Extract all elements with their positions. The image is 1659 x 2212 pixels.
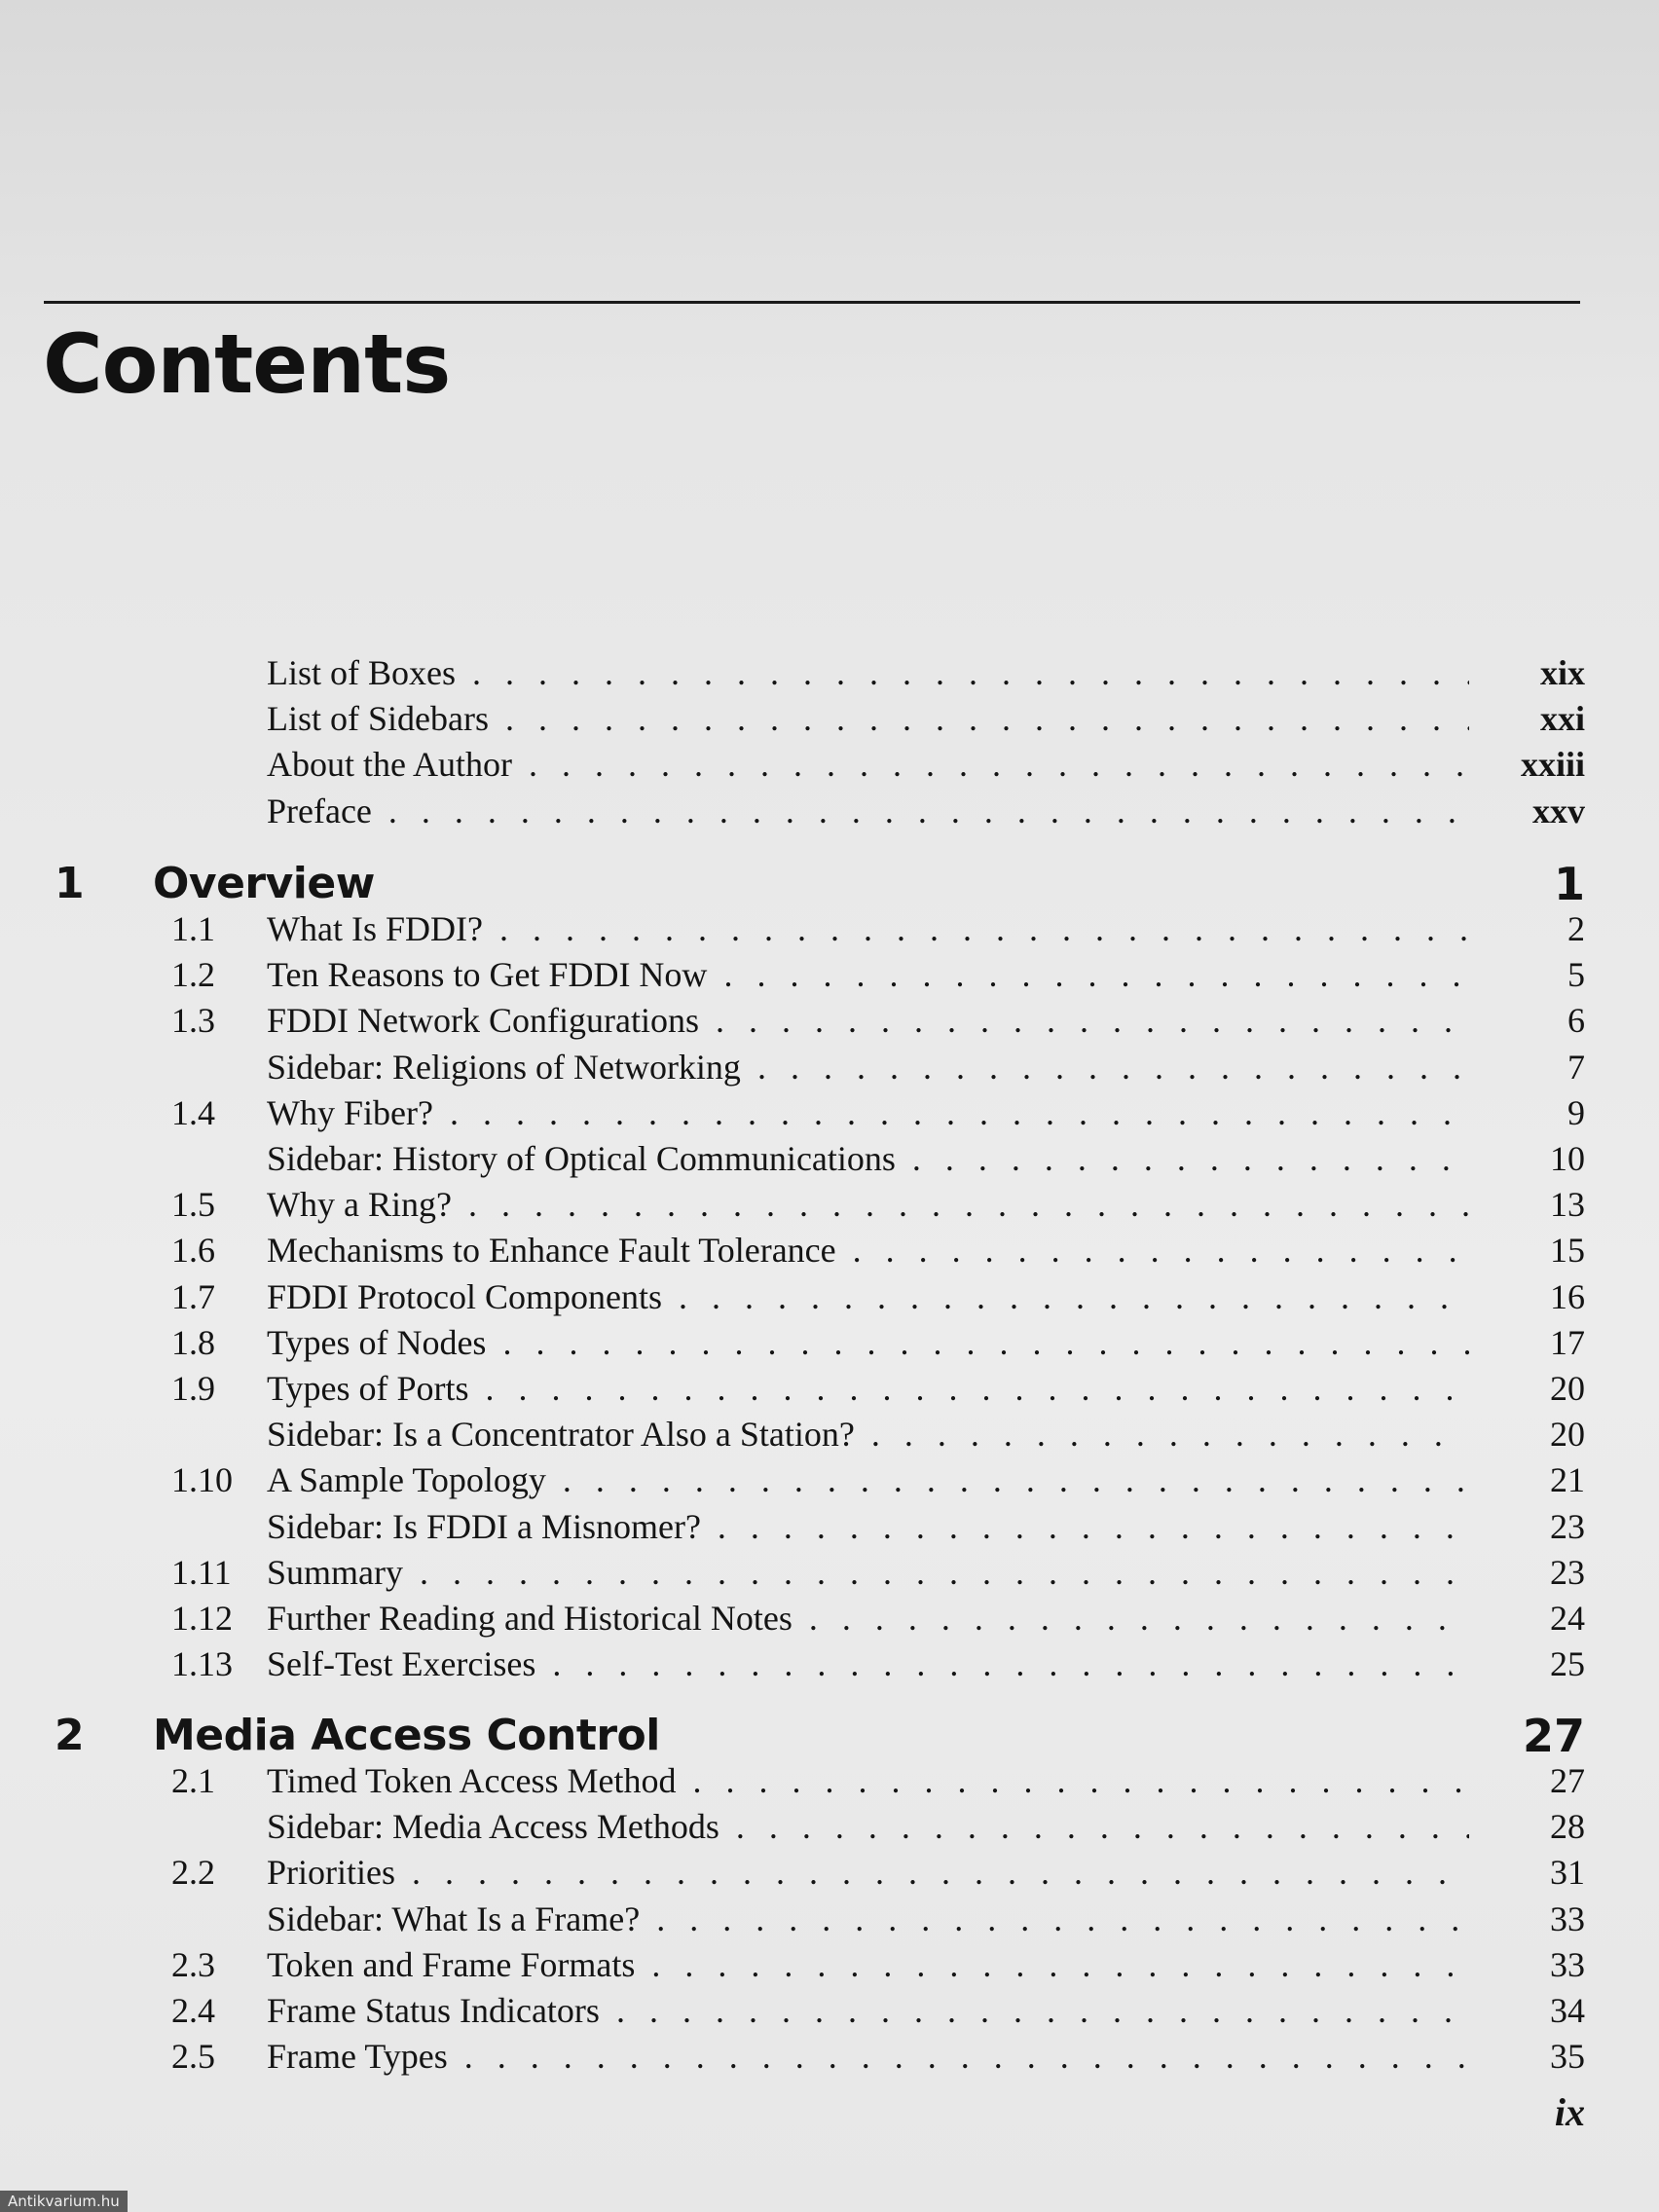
entry-label: Summary: [267, 1552, 403, 1592]
entry-label: Why a Ring?: [267, 1185, 452, 1225]
section-number: 1.11: [171, 1552, 232, 1592]
section-entry: [0, 1412, 1659, 1456]
entry-label: Types of Nodes: [267, 1322, 487, 1362]
entry-label: Sidebar: Is a Concentrator Also a Station?: [267, 1415, 855, 1455]
entry-page-number: 17: [1550, 1322, 1585, 1362]
section-number: 1.12: [171, 1599, 233, 1638]
entry-label: Frame Status Indicators: [267, 1991, 600, 2030]
entry-page-number: xix: [1539, 653, 1585, 692]
page-title: Contents: [43, 316, 451, 412]
chapter-heading: [0, 855, 1659, 913]
entry-page-number: xxi: [1539, 699, 1585, 739]
entry-title: [267, 952, 1469, 997]
entry-label: What Is FDDI?: [267, 909, 483, 948]
entry-title: [267, 789, 1469, 833]
chapter-number: 1: [55, 859, 85, 908]
entry-title: [267, 1897, 1469, 1941]
entry-page-number: 21: [1550, 1460, 1585, 1500]
section-entry: [0, 952, 1659, 997]
section-entry: [0, 1897, 1659, 1941]
entry-title: [267, 1228, 1469, 1272]
chapter-number: 2: [55, 1711, 85, 1760]
entry-label: Timed Token Access Method: [267, 1761, 677, 1800]
entry-page-number: 23: [1550, 1506, 1585, 1546]
entry-label: FDDI Protocol Components: [267, 1276, 663, 1316]
entry-page-number: 35: [1550, 2037, 1585, 2077]
section-entry: [0, 1182, 1659, 1227]
entry-page-number: 20: [1550, 1415, 1585, 1455]
entry-label: Why Fiber?: [267, 1092, 433, 1132]
entry-title: [267, 1850, 1469, 1895]
section-number: 1.13: [171, 1644, 233, 1684]
entry-page-number: 7: [1567, 1047, 1585, 1087]
entry-page-number: 15: [1550, 1231, 1585, 1271]
section-number: 2.2: [171, 1853, 215, 1893]
entry-title: [267, 1550, 1469, 1595]
entry-title: [267, 1182, 1469, 1227]
section-number: 2.1: [171, 1761, 215, 1800]
section-entry: [0, 2034, 1659, 2079]
section-entry: [0, 1228, 1659, 1272]
entry-page-number: 31: [1550, 1853, 1585, 1893]
section-number: 1.8: [171, 1322, 215, 1362]
section-number: 1.5: [171, 1185, 215, 1225]
watermark-label: Antikvarium.hu: [0, 2191, 128, 2212]
entry-label: Types of Ports: [267, 1369, 469, 1408]
entry-title: [267, 1457, 1469, 1502]
entry-title: [267, 1942, 1469, 1987]
entry-page-number: 23: [1550, 1552, 1585, 1592]
section-entry: [0, 1274, 1659, 1319]
entry-title: [267, 1504, 1469, 1549]
entry-title: [267, 1090, 1469, 1135]
section-entry: [0, 1320, 1659, 1365]
entry-title: [267, 1804, 1469, 1849]
front-matter-entry: [0, 742, 1659, 787]
section-number: 1.4: [171, 1092, 215, 1132]
entry-label: Further Reading and Historical Notes: [267, 1599, 793, 1638]
entry-label: Mechanisms to Enhance Fault Tolerance: [267, 1231, 836, 1271]
section-number: 1.2: [171, 955, 215, 995]
section-entry: [0, 1758, 1659, 1803]
entry-page-number: 10: [1550, 1139, 1585, 1178]
entry-title: [267, 1412, 1469, 1456]
entry-label: Sidebar: What Is a Frame?: [267, 1899, 641, 1938]
entry-page-number: 13: [1550, 1185, 1585, 1225]
entry-page-number: 5: [1567, 955, 1585, 995]
entry-title: [267, 1366, 1469, 1411]
front-matter-entry: [0, 789, 1659, 833]
section-entry: [0, 1457, 1659, 1502]
entry-page-number: 16: [1550, 1276, 1585, 1316]
section-number: 2.3: [171, 1944, 215, 1984]
section-number: 1.6: [171, 1231, 215, 1271]
entry-title: [267, 1045, 1469, 1089]
entry-label: About the Author: [267, 745, 512, 785]
entry-label: A Sample Topology: [267, 1460, 546, 1500]
entry-title: [267, 696, 1469, 741]
entry-page-number: 6: [1567, 1001, 1585, 1041]
section-entry: [0, 1090, 1659, 1135]
section-entry: [0, 1504, 1659, 1549]
section-entry: [0, 1136, 1659, 1181]
entry-page-number: 33: [1550, 1944, 1585, 1984]
section-entry: [0, 906, 1659, 951]
entry-title: [267, 906, 1469, 951]
entry-page-number: 24: [1550, 1599, 1585, 1638]
section-entry: [0, 1366, 1659, 1411]
chapter-page-number: 1: [1553, 858, 1585, 910]
entry-page-number: 28: [1550, 1807, 1585, 1847]
section-number: 2.5: [171, 2037, 215, 2077]
entry-title: [267, 1596, 1469, 1641]
entry-label: Sidebar: History of Optical Communications: [267, 1139, 896, 1178]
entry-label: Sidebar: Religions of Networking: [267, 1047, 741, 1087]
section-entry: [0, 1641, 1659, 1686]
section-number: 1.9: [171, 1369, 215, 1408]
chapter-page-number: 27: [1522, 1710, 1585, 1762]
entry-page-number: 27: [1550, 1761, 1585, 1800]
section-entry: [0, 1596, 1659, 1641]
section-entry: [0, 1550, 1659, 1595]
entry-title: [267, 1136, 1469, 1181]
entry-title: [267, 1758, 1469, 1803]
front-matter-entry: [0, 650, 1659, 695]
entry-title: [267, 742, 1469, 787]
entry-page-number: 20: [1550, 1369, 1585, 1408]
chapter-title: Media Access Control: [153, 1711, 660, 1760]
entry-title: [267, 1641, 1469, 1686]
chapter-title: Overview: [153, 859, 375, 908]
entry-label: Ten Reasons to Get FDDI Now: [267, 955, 708, 995]
section-entry: [0, 998, 1659, 1043]
entry-title: [267, 1320, 1469, 1365]
entry-label: Sidebar: Is FDDI a Misnomer?: [267, 1506, 701, 1546]
entry-page-number: 2: [1567, 909, 1585, 948]
entry-page-number: xxv: [1532, 791, 1585, 830]
entry-label: Self-Test Exercises: [267, 1644, 536, 1684]
entry-title: [267, 1274, 1469, 1319]
section-entry: [0, 1988, 1659, 2033]
entry-title: [267, 1988, 1469, 2033]
entry-label: Frame Types: [267, 2037, 448, 2077]
section-number: 2.4: [171, 1991, 215, 2030]
entry-page-number: 33: [1550, 1899, 1585, 1938]
page-folio: ix: [1554, 2090, 1585, 2134]
section-entry: [0, 1850, 1659, 1895]
entry-title: [267, 998, 1469, 1043]
entry-page-number: 25: [1550, 1644, 1585, 1684]
entry-label: Preface: [267, 791, 372, 830]
entry-page-number: 34: [1550, 1991, 1585, 2030]
entry-title: [267, 2034, 1469, 2079]
section-number: 1.3: [171, 1001, 215, 1041]
section-entry: [0, 1942, 1659, 1987]
entry-label: List of Boxes: [267, 653, 456, 692]
entry-label: FDDI Network Configurations: [267, 1001, 699, 1041]
chapter-heading: [0, 1707, 1659, 1765]
entry-page-number: 9: [1567, 1092, 1585, 1132]
section-number: 1.1: [171, 909, 215, 948]
entry-label: List of Sidebars: [267, 699, 489, 739]
section-number: 1.7: [171, 1276, 215, 1316]
entry-label: Sidebar: Media Access Methods: [267, 1807, 719, 1847]
entry-label: Priorities: [267, 1853, 395, 1893]
entry-page-number: xxiii: [1520, 745, 1585, 785]
section-entry: [0, 1804, 1659, 1849]
entry-label: Token and Frame Formats: [267, 1944, 636, 1984]
entry-title: [267, 650, 1469, 695]
section-number: 1.10: [171, 1460, 233, 1500]
section-entry: [0, 1045, 1659, 1089]
front-matter-entry: [0, 696, 1659, 741]
